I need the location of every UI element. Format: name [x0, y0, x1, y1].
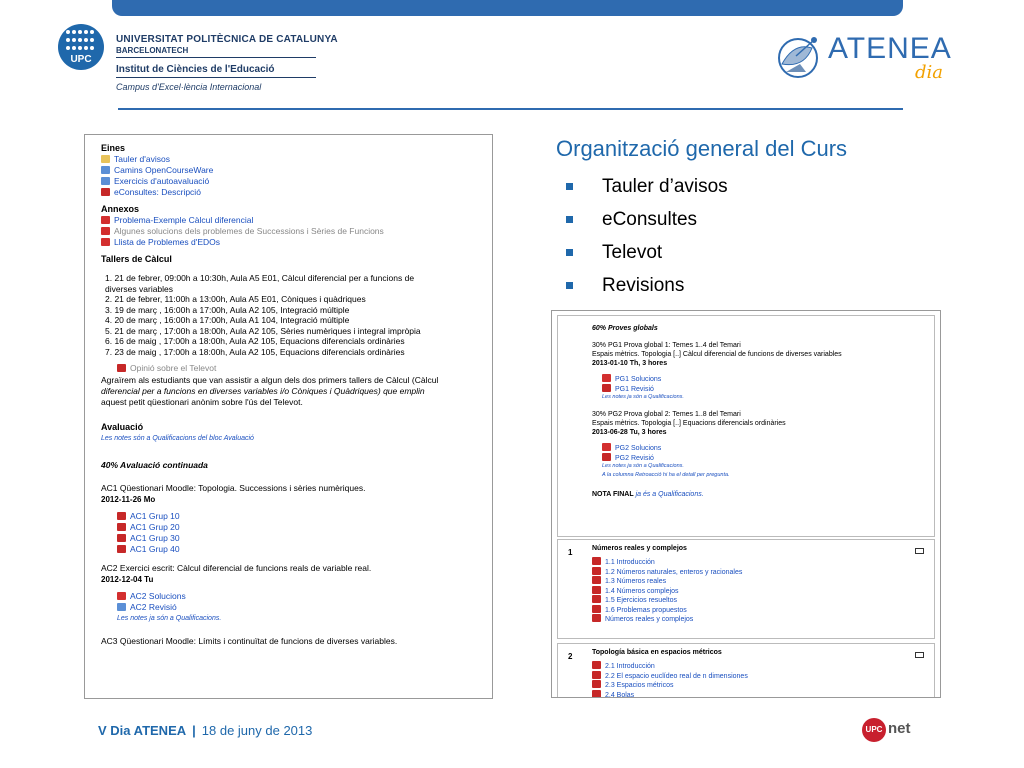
- pg2-solucions-link[interactable]: PG2 Solucions: [602, 443, 934, 453]
- section-item-link[interactable]: 2.2 El espacio euclídeo real de n dimensiones: [592, 671, 748, 681]
- header-rule-1: [116, 57, 316, 58]
- avaluacio-heading: Avaluació: [101, 422, 144, 432]
- quiz-icon: [592, 614, 601, 622]
- section-item-link[interactable]: 1.1 Introducción: [592, 557, 742, 567]
- pg2-label: 30% PG2 Prova global 2: Temes 1..8 del Temari: [592, 411, 741, 418]
- eines-item[interactable]: eConsultes: Descripció: [101, 187, 492, 198]
- quiz-icon: [117, 523, 126, 531]
- upcnet-net: net: [888, 720, 911, 737]
- eines-heading: Eines: [101, 143, 126, 153]
- taller-row: diverses variables: [105, 283, 174, 294]
- pg2-date: 2013-06-28 Tu, 3 hores: [592, 429, 667, 436]
- book-icon: [592, 595, 601, 603]
- bullet-square-icon: [566, 216, 573, 223]
- footer-date: 18 de juny de 2013: [201, 723, 313, 738]
- bullet-square-icon: [566, 282, 573, 289]
- taller-row: 2. 21 de febrer, 11:00h a 13:00h, Aula A5 E01, Còniques i quàdriques: [105, 294, 366, 304]
- footer-separator: |: [192, 723, 196, 738]
- bullet-square-icon: [566, 249, 573, 256]
- ac1-group-link[interactable]: AC1 Grup 10: [117, 511, 492, 522]
- campus-label: Campus d'Excel·lència Internacional: [116, 82, 262, 92]
- course-section-2: [557, 643, 935, 698]
- institute-name: Institut de Ciències de l'Educació: [116, 64, 275, 75]
- taller-row: 6. 16 de maig , 17:00h a 18:00h, Aula A2 105, Equacions diferencials ordinàries: [105, 336, 405, 346]
- section-title: Números reales y complejos: [592, 545, 687, 552]
- ac2-label: AC2 Exercici escrit: Càlcul diferencial de funcions reals de variable real.: [101, 563, 372, 573]
- right-course-screenshot: [551, 310, 941, 698]
- bullet-text: eConsultes: [602, 209, 698, 230]
- upc-logo-dots: [66, 30, 96, 52]
- taller-row: 4. 20 de març , 16:00h a 17:00h, Aula A1 104, Integració múltiple: [105, 315, 350, 325]
- ac1-group-link[interactable]: AC1 Grup 30: [117, 533, 492, 544]
- bullet-text: Tauler d’avisos: [602, 176, 728, 197]
- ac1-group-link[interactable]: AC1 Grup 40: [117, 544, 492, 555]
- continuada-heading: 40% Avaluació continuada: [101, 460, 208, 470]
- toolbox-icon: [602, 384, 611, 392]
- agraim-text: Agraïrem als estudiants que van assistir a algun dels dos primers tallers de Càlcul (Càlcul diferencial per a funcions en diverses variables i/o Còniques i Quàdriques) que emplin aquest petit qüestionari anònim sobre l'ús del Televot.: [101, 375, 439, 407]
- bullet-item: [566, 174, 728, 207]
- pg2-topics: Espais mètrics. Topologia [..] Equacions diferencials ordinàries: [592, 420, 786, 427]
- book-icon: [592, 671, 601, 679]
- pdf-icon: [101, 238, 110, 246]
- forum-icon: [101, 155, 110, 163]
- book-icon: [592, 586, 601, 594]
- book-icon: [592, 605, 601, 613]
- pdf-icon: [602, 443, 611, 451]
- ac2-solucions-link[interactable]: AC2 Solucions: [117, 591, 492, 602]
- pg1-topics: Espais mètrics. Topologia [..] Càlcul diferencial de funcions de diverses variables: [592, 351, 842, 358]
- pdf-icon: [602, 374, 611, 382]
- annex-item[interactable]: Algunes solucions dels problemes de Successions i Sèries de Funcions: [101, 226, 492, 237]
- pdf-icon: [101, 227, 110, 235]
- annexos-heading: Annexos: [101, 204, 140, 214]
- atenea-wordmark: ATENEA: [828, 32, 952, 65]
- section-number: 2: [568, 652, 573, 661]
- section-item-link[interactable]: 1.5 Ejercicios resueltos: [592, 595, 742, 605]
- opinio-link[interactable]: Opinió sobre el Televot: [101, 363, 492, 374]
- footer: [98, 723, 312, 738]
- avaluacio-note: Les notes són a Qualificacions del bloc Avaluació: [101, 435, 254, 442]
- upc-logo: [58, 24, 104, 70]
- section-item-link[interactable]: 2.4 Bolas: [592, 690, 748, 699]
- bullet-list: [566, 174, 728, 306]
- university-name: UNIVERSITAT POLITÈCNICA DE CATALUNYA: [116, 34, 338, 45]
- collapse-toggle-icon[interactable]: [915, 652, 924, 658]
- book-icon: [592, 661, 601, 669]
- ac2-revisio-link[interactable]: AC2 Revisió: [117, 602, 492, 613]
- eines-item[interactable]: Tauler d'avisos: [101, 154, 492, 165]
- annex-item[interactable]: Problema-Exemple Càlcul diferencial: [101, 215, 492, 226]
- book-icon: [592, 567, 601, 575]
- feedback-icon: [117, 364, 126, 372]
- pdf-icon: [101, 216, 110, 224]
- bullet-item: [566, 207, 728, 240]
- pg1-note: Les notes ja són a Qualificacions.: [602, 394, 684, 400]
- ac2-date: 2012-12-04 Tu: [101, 575, 154, 584]
- quiz-icon: [117, 545, 126, 553]
- course-section-1: [557, 539, 935, 639]
- satellite-dish-icon: [774, 34, 826, 78]
- ac1-date: 2012-11-26 Mo: [101, 495, 156, 504]
- ac3-label: AC3 Qüestionari Moodle: Límits i continuïtat de funcions de diverses variables.: [101, 636, 398, 646]
- bullet-text: Revisions: [602, 275, 685, 296]
- ac1-label: AC1 Qüestionari Moodle: Topologia. Successions i sèries numèriques.: [101, 483, 366, 493]
- nota-final: NOTA FINAL ja és a Qualificacions.: [592, 491, 704, 498]
- section-item-link[interactable]: 1.6 Problemas propuestos: [592, 605, 742, 615]
- footer-event: V Dia ATENEA: [98, 723, 187, 738]
- left-course-screenshot: [84, 134, 493, 699]
- section-item-link[interactable]: 1.4 Números complejos: [592, 586, 742, 596]
- section-item-link[interactable]: Números reales y complejos: [592, 614, 742, 624]
- atenea-dia-label: dia: [915, 62, 944, 83]
- taller-row: 7. 23 de maig , 17:00h a 18:00h, Aula A2 105, Equacions diferencials ordinàries: [105, 346, 405, 357]
- header-divider: [118, 108, 903, 110]
- top-bar: [112, 0, 903, 16]
- taller-row: 5. 21 de març , 17:00h a 18:00h, Aula A2 105, Sèries numèriques i integral impròpia: [105, 325, 421, 336]
- eines-item[interactable]: Camins OpenCourseWare: [101, 165, 492, 176]
- toolbox-icon: [101, 188, 110, 196]
- book-icon: [592, 690, 601, 698]
- pdf-icon: [117, 592, 126, 600]
- bullet-item: [566, 273, 728, 306]
- ac2-note: Les notes ja són a Qualificacions.: [117, 615, 222, 622]
- taller-row: 1. 21 de febrer, 09:00h a 10:30h, Aula A5 E01, Càlcul diferencial per a funcions de: [105, 273, 415, 283]
- pg1-date: 2013-01-10 Th, 3 hores: [592, 360, 668, 367]
- web-link-icon: [101, 177, 110, 185]
- upcnet-logo: [862, 718, 922, 742]
- tallers-heading: Tallers de Càlcul: [101, 254, 172, 264]
- section-number: 1: [568, 548, 573, 557]
- help-icon: [117, 603, 126, 611]
- annex-item[interactable]: Llista de Problemes d'EDOs: [101, 237, 492, 248]
- pg1-revisio-link[interactable]: PG1 Revisió: [602, 384, 934, 394]
- pg2-note-2: A la columna Retroacció hi ha el detall per pregunta.: [602, 472, 730, 478]
- pg2-note-1: Les notes ja són a Qualificacions.: [602, 463, 684, 469]
- bullet-item: [566, 240, 728, 273]
- barcelonatech: BARCELONATECH: [116, 46, 189, 55]
- book-icon: [592, 680, 601, 688]
- pg2-revisio-link[interactable]: PG2 Revisió: [602, 453, 934, 463]
- ac1-group-link[interactable]: AC1 Grup 20: [117, 522, 492, 533]
- eines-item[interactable]: Exercicis d'autoavaluació: [101, 176, 492, 187]
- taller-row: 3. 19 de març , 16:00h a 17:00h, Aula A2 105, Integració múltiple: [105, 304, 350, 315]
- bullet-text: Televot: [602, 242, 663, 263]
- upc-logo-text: UPC: [70, 54, 92, 65]
- quiz-icon: [117, 534, 126, 542]
- toolbox-icon: [602, 453, 611, 461]
- proves-globals-panel: [557, 315, 935, 537]
- pg1-solucions-link[interactable]: PG1 Solucions: [602, 374, 934, 384]
- quiz-icon: [117, 512, 126, 520]
- section-item-link[interactable]: 2.1 Introducción: [592, 661, 748, 671]
- book-icon: [592, 576, 601, 584]
- section-item-link[interactable]: 2.3 Espacios métricos: [592, 680, 748, 690]
- book-icon: [592, 557, 601, 565]
- globals-heading: 60% Proves globals: [592, 325, 658, 332]
- header-rule-2: [116, 77, 316, 78]
- collapse-toggle-icon[interactable]: [915, 548, 924, 554]
- pg1-label: 30% PG1 Prova global 1: Temes 1..4 del Temari: [592, 342, 741, 349]
- section-title: Topología básica en espacios métricos: [592, 649, 722, 656]
- slide-title: Organització general del Curs: [556, 136, 848, 161]
- section-item-link[interactable]: 1.3 Números reales: [592, 576, 742, 586]
- section-item-link[interactable]: 1.2 Números naturales, enteros y racionales: [592, 567, 742, 577]
- upcnet-circle: UPC: [862, 718, 886, 742]
- bullet-square-icon: [566, 183, 573, 190]
- web-link-icon: [101, 166, 110, 174]
